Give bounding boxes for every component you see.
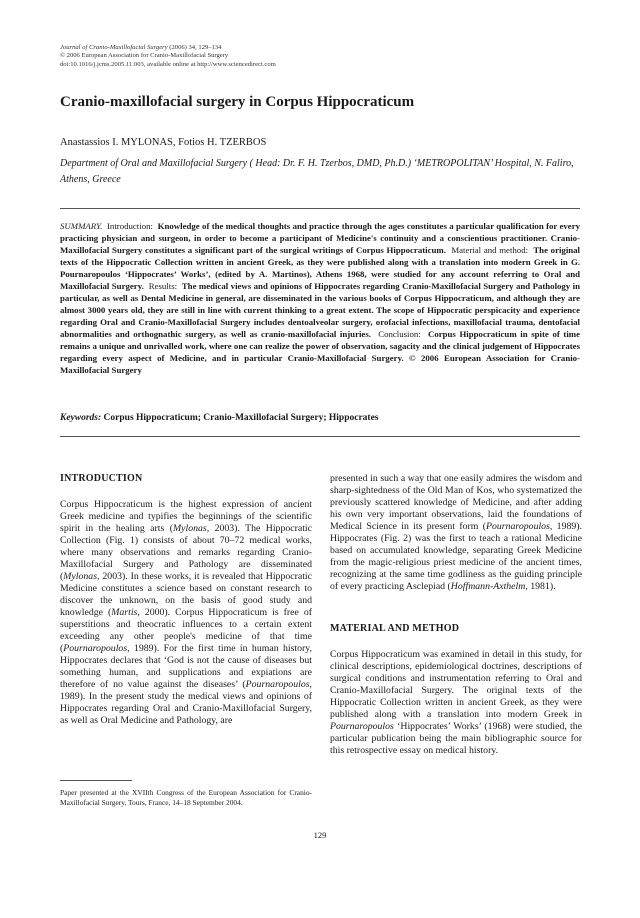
summary-lead: SUMMARY. xyxy=(60,221,103,231)
citation: Pournaropoulos xyxy=(245,679,310,690)
right-column xyxy=(330,473,582,757)
introduction-heading: INTRODUCTION xyxy=(60,473,143,484)
summary-intro-label: Introduction: xyxy=(107,221,153,231)
summary-results: The medical views and opinions of Hippocrates regarding Cranio-Maxillofacial Surgery and Pathology in particular, as well as Dental Medicine in general, are disseminated in the various books of Corpus Hippocraticum, and although they are almost 3000 years old, they are still in line with current thinking to a great extent. The scope of Hippocratic perspicacity and experience regarding Oral and Cranio-Maxillofacial Surgery includes dentoalveolar surgery, orofacial infections, maxillofacial trauma, dentofacial abnormalities and orthognathic surgery, as well as cranio-maxillofacial injuries. xyxy=(60,281,580,339)
article-authors: Anastassios I. MYLONAS, Fotios H. TZERBOS xyxy=(60,137,267,148)
footnote: Paper presented at the XVIIth Congress of the European Association for Cranio-Maxillofacial Surgery, Tours, France, 14–18 September 2004. xyxy=(60,788,312,807)
page-number: 129 xyxy=(313,830,327,840)
summary-abstract xyxy=(60,220,580,376)
introduction-paragraph: Corpus Hippocraticum is the highest expression of ancient Greek medicine and typifies the beginnings of the scientific spirit in the healing arts (Mylonas, 2003). The Hippocratic Collection (Fig. 1) consists of about 70–72 medical works, where many observations and remarks regarding Cranio-Maxillofacial Surgery and Pathology are disseminated (Mylonas, 2003). In these works, it is revealed that Hippocratic Medicine constitutes a science based on constant research to discover the unknown, on the basis of good study and knowledge (Martis, 2000). Corpus Hippocraticum is free of superstitions and theocratic influences to a certain extent exceeding any other people's medicine of that time (Pournaropoulos, 1989). For the first time in human history, Hippocrates declares that ‘God is not the cause of diseases but something human, and supplications and expiations are therefore of no value against the diseases’ (Pournaropoulos, 1989). In the present study the medical views and opinions of Hippocrates regarding Oral and Cranio-Maxillofacial Surgery, as well as Oral Medicine and Pathology, are xyxy=(60,499,312,726)
citation: Pournaropoulos xyxy=(330,721,394,732)
material-paragraph: Corpus Hippocraticum was examined in detail in this study, for clinical descriptions, epidemiological doctrines, descriptions of surgical conditions and instrumentation referring to Oral and Cranio-Maxillofacial Surgery. The original texts of the Hippocratic Collection written in ancient Greek, as they were published along with a translation into modern Greek in Pournaropoulos ‘Hippocrates’ Works’ (1968) were studied, the particular publication being the main bibliographic source for this retrospective essay on medical history. xyxy=(330,649,582,756)
article-affiliation: Department of Oral and Maxillofacial Surgery ( Head: Dr. F. H. Tzerbos, DMD, Ph.D.) ‘METROPOLITAN’ Hospital, N. Faliro, Athens, Greece xyxy=(60,158,574,185)
introduction-continued: presented in such a way that one easily admires the wisdom and sharp-sightedness of the Old Man of Kos, who systematized the previously scattered knowledge of Medicine, and after adding his own very important observations, laid the foundations of Medical Science in its present form (Pournaropoulos, 1989). Hippocrates (Fig. 2) was the first to teach a rational Medicine based on accumulated knowledge, separating Greek Medicine from the magic-religious priest medicine of the ancient times, recognizing at the same time godliness as the guiding principle of every practicing Asclepiad (Hoffmann-Axthelm, 1981). xyxy=(330,473,582,592)
citation: Hoffmann-Axthelm xyxy=(450,581,526,592)
summary-top-rule xyxy=(60,208,580,209)
summary-intro: Knowledge of the medical thoughts and practice through the ages constitutes a particular qualification for every practicing physician and surgeon, in order to become a participant of Medicine's continuity and a conscientious practitioner. Cranio-Maxillofacial Surgery constitutes a significant part of the surgical writings of Corpus Hippocraticum. xyxy=(60,221,581,255)
summary-bottom-rule xyxy=(60,436,580,437)
keywords xyxy=(60,413,580,423)
keywords-label: Keywords: xyxy=(60,413,102,423)
citation: Pournaropoulos xyxy=(63,643,128,654)
summary-method-label: Material and method: xyxy=(451,245,529,255)
citation: Pournaropoulos xyxy=(486,521,550,532)
left-column xyxy=(60,473,312,727)
summary-conclusion: Corpus Hippocraticum in spite of time remains a unique and unrivalled work, where one can realize the power of observation, sagacity and the clinical judgement of Hippocrates regarding every aspect of Medicine, and in particular Cranio-Maxillofacial Surgery. © 2006 European Association for Cranio-Maxillofacial Surgery xyxy=(60,329,580,375)
summary-method: The original texts of the Hippocratic Collection written in ancient Greek, as they were published along with a translation into modern Greek in G. Pournaropoulos ‘Hippocrates’ Works’, (edited by A. Martinos), Athens 1968, were studied for any account referring to Oral and Maxillofacial Surgery. xyxy=(60,245,580,291)
citation: Mylonas xyxy=(63,571,98,582)
journal-header xyxy=(60,44,580,69)
footnote-rule xyxy=(60,780,132,781)
journal-doi: doi:10.1016/j.jcms.2005.11.003, available online at http://www.sciencedirect.com xyxy=(60,60,276,68)
keywords-text: Corpus Hippocraticum; Cranio-Maxillofacial Surgery; Hippocrates xyxy=(103,413,379,423)
journal-name: Journal of Cranio-Maxillofacial Surgery xyxy=(60,44,168,51)
journal-volume: (2006) 34, 129–134 xyxy=(167,44,222,51)
citation: Mylonas xyxy=(172,523,207,534)
article-title: Cranio-maxillofacial surgery in Corpus Hippocraticum xyxy=(60,94,415,110)
summary-conclusion-label: Conclusion: xyxy=(378,329,421,339)
journal-copyright: © 2006 European Association for Cranio-Maxillofacial Surgery xyxy=(60,52,229,60)
summary-results-label: Results: xyxy=(148,281,178,291)
material-heading: MATERIAL AND METHOD xyxy=(330,623,460,634)
citation: Martis xyxy=(111,607,138,618)
